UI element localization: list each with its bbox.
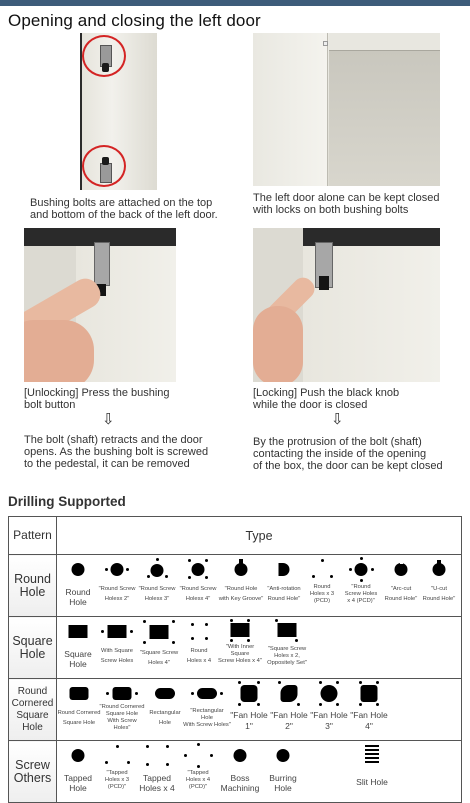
caption-bolts-line2: and bottom of the back of the left door.: [30, 209, 218, 221]
table-cell: "Round Screw Holesx 3": [137, 555, 177, 615]
table-cell: "Round Screw Holesx 2": [97, 555, 137, 615]
table-cell: "Fan Hole 2": [269, 679, 309, 739]
table-cell: Burring Hole: [261, 741, 305, 801]
caption-bolts-line1: Bushing bolts are attached on the top: [30, 197, 213, 209]
arrow-down-icon: ⇩: [102, 411, 115, 428]
round-hole-cells: [57, 555, 462, 617]
table-cell: "U-cut Round Hole": [419, 555, 459, 615]
table-cell: Tapped Hole: [59, 741, 97, 801]
caption-unlock-line2: bolt button: [24, 399, 76, 411]
photo-left-door-closed: [253, 33, 440, 186]
drilling-table: [8, 516, 462, 803]
top-accent-bar: [0, 0, 470, 6]
table-cell: Slit Hole: [347, 741, 397, 801]
row-label-square-hole: Square Hole: [9, 617, 57, 679]
table-cell: "Round Cornered Square Hole With Screw Holes": [99, 679, 145, 739]
table-cell: Square Hole: [59, 617, 97, 677]
row-label-round-cornered-square-hole: Round Cornered Square Hole: [9, 679, 57, 741]
photo-unlocking: [24, 228, 176, 382]
caption-unlock-line1: [Unlocking] Press the bushing: [24, 387, 170, 399]
table-cell: "Round Screw Holes x 4 (PCD)": [339, 555, 383, 615]
table-cell: "Fan Hole 1": [229, 679, 269, 739]
caption-closed-line1: The left door alone can be kept closed: [253, 192, 440, 204]
square-hole-cells: [57, 617, 462, 679]
screw-others-cells: [57, 741, 462, 803]
caption-closed-line2: with locks on both bushing bolts: [253, 204, 409, 216]
result-unlock-line2: opens. As the bushing bolt is screwed: [24, 446, 209, 458]
result-lock-line2: contacting the inside of the opening: [253, 448, 427, 460]
caption-lock-line2: while the door is closed: [253, 399, 368, 411]
table-cell: Round Holes x 3 (PCD): [305, 555, 339, 615]
round-cornered-square-cells: [57, 679, 462, 741]
section-title-door: Opening and closing the left door: [8, 11, 261, 30]
result-lock-line3: of the box, the door can be kept closed: [253, 460, 443, 472]
table-cell: "Fan Hole 3": [309, 679, 349, 739]
table-cell: Round Hole: [59, 555, 97, 615]
table-cell: "Square Screw Holes 4": [137, 617, 181, 677]
table-cell: Round Cornered Square Hole: [59, 679, 99, 739]
table-cell: Tapped Holes x 4: [137, 741, 177, 801]
row-label-round-hole: Round Hole: [9, 555, 57, 617]
header-pattern: Pattern: [9, 517, 57, 555]
caption-lock-line1: [Locking] Push the black knob: [253, 387, 400, 399]
header-type: Type: [57, 517, 462, 555]
table-cell: With Square Screw Holes: [97, 617, 137, 677]
table-cell: Boss Machining: [219, 741, 261, 801]
result-unlock-line3: to the pedestal, it can be removed: [24, 458, 190, 470]
table-cell: "Tapped Holes x 4 (PCD)": [177, 741, 219, 801]
row-label-screw-others: Screw Others: [9, 741, 57, 803]
table-cell: Rectangular Hole: [145, 679, 185, 739]
table-cell: "Tapped Holes x 3 (PCD)": [97, 741, 137, 801]
table-cell: "Round Screw Holesx 4": [177, 555, 219, 615]
table-cell: "Rectangular Hole With Screw Holes": [185, 679, 229, 739]
table-cell: "Round Hole with Key Groove": [219, 555, 263, 615]
result-unlock-line1: The bolt (shaft) retracts and the door: [24, 434, 203, 446]
table-cell: "Anti-rotation Round Hole": [263, 555, 305, 615]
photo-door-back-bolts: [80, 33, 157, 190]
table-cell: "Fan Hole 4": [349, 679, 389, 739]
round-hole-icon: [72, 563, 85, 576]
table-cell: "Square Screw Holes x 2, Oppositely Set": [263, 617, 311, 677]
table-cell: "With Inner Square Screw Holes x 4": [217, 617, 263, 677]
result-lock-line1: By the protrusion of the bolt (shaft): [253, 436, 422, 448]
photo-locking: [253, 228, 440, 382]
arrow-down-icon: ⇩: [331, 411, 344, 428]
table-cell: Round Holes x 4: [181, 617, 217, 677]
section-title-drilling: Drilling Supported: [8, 494, 126, 509]
table-cell: "Arc-cut Round Hole": [383, 555, 419, 615]
